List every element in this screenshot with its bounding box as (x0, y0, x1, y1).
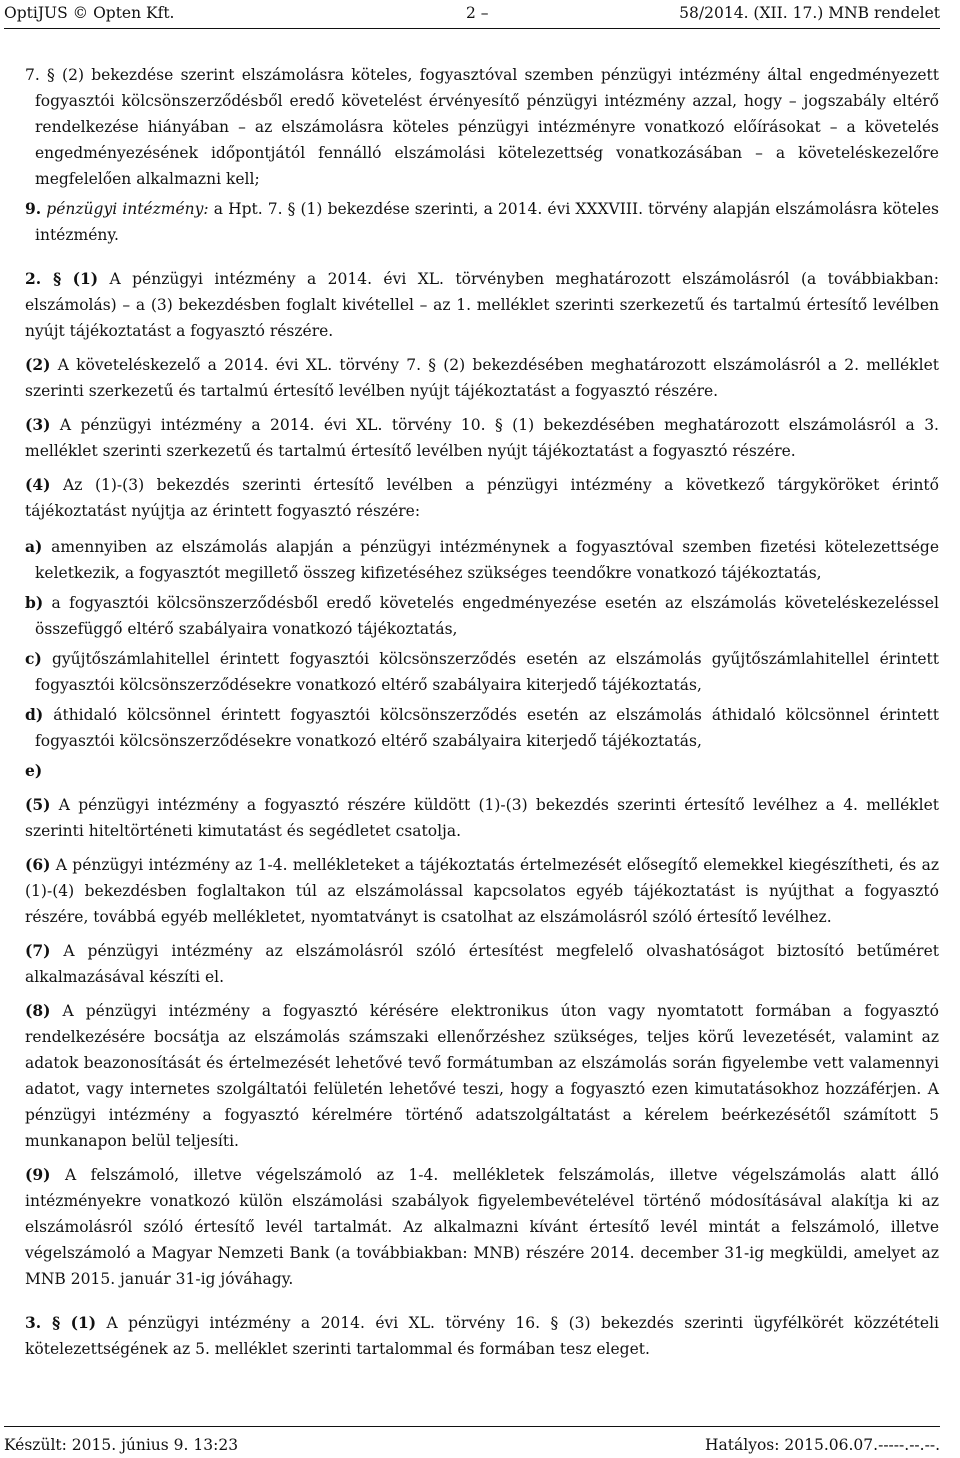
list-item-e-label: e) (25, 761, 43, 780)
list-item-a-label: a) (25, 537, 43, 556)
definition-9 (25, 196, 939, 248)
header-document-title: 58/2014. (XII. 17.) MNB rendelet (679, 4, 940, 22)
list-item-c-text: gyűjtőszámlahitellel érintett fogyasztói kölcsönszerződés esetén az elszámolás gyűjtőszámlahitellel érintett fogyasztói kölcsönszerződésekre vonatkozó eltérő szabályaira kiterjedő tájékoztatás, (35, 650, 939, 694)
para-7-number: (7) (25, 941, 51, 960)
list-item-d-text: áthidaló kölcsönnel érintett fogyasztói kölcsönszerződés esetén az elszámolás áthidaló kölcsönnel érintett fogyasztói kölcsönszerződésekre vonatkozó eltérő szabályaira kiterjedő tájékoztatás, (35, 706, 939, 750)
para-3-text: A pénzügyi intézmény a 2014. évi XL. törvény 10. § (1) bekezdésében meghatározott elszámolásról a 3. melléklet szerinti szerkezetű és tartalmú értesítő levélben nyújt tájékoztatást a fogyasztó részére. (25, 416, 939, 460)
list-item-c-label: c) (25, 649, 42, 668)
section-3-para-1-number: (1) (70, 1313, 97, 1332)
definition-9-number: 9. (25, 199, 42, 218)
definition-9-text: a Hpt. 7. § (1) bekezdése szerinti, a 2014. évi XXXVIII. törvény alapján elszámolásra köteles intézmény. (35, 200, 939, 244)
para-9-text: A felszámoló, illetve végelszámoló az 1-4. mellékletek felszámolás, illetve végelszámolás alatt álló intézményekre vonatkozó külön elszámolási szabályok figyelembevételével történő módosításával alakítja ki az elszámolásról szóló értesítő levél tartalmát. Az alkalmazni kívánt értesítő levél mintát a felszámoló, illetve végelszámoló a Magyar Nemzeti Bank (a továbbiakban: MNB) részére 2014. december 31-ig megküldi, amelyet az MNB 2015. január 31-ig jóváhagy. (25, 1166, 939, 1288)
para-2-text: A követeléskezelő a 2014. évi XL. törvény 7. § (2) bekezdésében meghatározott elszámolásról a 2. melléklet szerinti szerkezetű és tartalmú értesítő levélben nyújt tájékoztatást a fogyasztó részére. (25, 356, 939, 400)
list-item-d (25, 702, 939, 754)
para-4-number: (4) (25, 475, 51, 494)
definition-9-term: pénzügyi intézmény: (46, 200, 209, 218)
para-8-number: (8) (25, 1001, 51, 1020)
definition-7-text: 7. § (2) bekezdése szerint elszámolásra köteles, fogyasztóval szemben pénzügyi intézmény által engedményezett fogyasztói kölcsönszerződésből eredő követelést érvényesítő pénzügyi intézmény azzal, hogy – jogszabály eltérő rendelkezése hiányában – az elszámolásra köteles pénzügyi intézményre vonatkozó előírásokat – a követelés engedményezésének időpontjától fennálló elszámolási kötelezettség vonatkozásában – a követeléskezelőre megfelelően alkalmazni kell; (25, 66, 939, 188)
page-header (4, 0, 940, 26)
para-6-number: (6) (25, 855, 51, 874)
para-8-text: A pénzügyi intézmény a fogyasztó kérésére elektronikus úton vagy nyomtatott formában a fogyasztó rendelkezésére bocsátja az elszámolás számszaki ellenőrzéshez szükséges, teljes körű levezetését, valamint az adatok beazonosítását és értelmezését lehetővé tevő formátumban az elszámolás során figyelembe vett valamennyi adatot, vagy internetes szolgáltatói felületén lehetővé teszi, hogy a fogyasztó ezen kimutatásokhoz hozzáférjen. A pénzügyi intézmény a fogyasztó kérelmére történő adatszolgáltatást a kérelem beérkezésétől számított 5 munkanapon belül teljesíti. (25, 1002, 939, 1150)
para-4-text: Az (1)-(3) bekezdés szerinti értesítő levélben a pénzügyi intézmény a következő tárgyköröket érintő tájékoztatást nyújtja az érintett fogyasztó részére: (25, 476, 939, 520)
page-footer (4, 1432, 940, 1456)
section-2-para-6 (25, 852, 939, 930)
list-item-a-text: amennyiben az elszámolás alapján a pénzügyi intézménynek a fogyasztóval szemben fizetési kötelezettsége keletkezik, a fogyasztót megillető összeg kifizetéséhez szükséges teendőkre vonatkozó tájékoztatás, (35, 538, 939, 582)
para-3-number: (3) (25, 415, 51, 434)
section-2-number: 2. § (25, 269, 62, 288)
list-item-d-label: d) (25, 705, 44, 724)
para-1-number: (1) (72, 269, 99, 288)
list-item-a (25, 534, 939, 586)
para-1-text: A pénzügyi intézmény a 2014. évi XL. törvényben meghatározott elszámolásról (a továbbiakban: elszámolás) – a (3) bekezdésben foglalt kivétellel – az 1. melléklet szerinti szerkezetű és tartalmú értesítő levélben nyújt tájékoztatást a fogyasztó részére. (25, 270, 940, 340)
para-5-number: (5) (25, 795, 51, 814)
section-3-para-1 (25, 1310, 939, 1362)
section-2-para-9 (25, 1162, 939, 1292)
list-item-b-text: a fogyasztói kölcsönszerződésből eredő követelés engedményezése esetén az elszámolás követeléskezeléssel összefüggő eltérő szabályaira vonatkozó tájékoztatás, (35, 594, 939, 638)
header-page-number: 2 – (466, 4, 489, 22)
definition-7 (25, 62, 939, 192)
document-body (25, 62, 939, 1362)
section-2-para-5 (25, 792, 939, 844)
header-publisher: OptiJUS © Opten Kft. (4, 4, 175, 22)
section-2-para-7 (25, 938, 939, 990)
section-2-para-4 (25, 472, 939, 524)
para-2-number: (2) (25, 355, 51, 374)
footer-created: Készült: 2015. június 9. 13:23 (4, 1436, 239, 1454)
list-item-b (25, 590, 939, 642)
para-9-number: (9) (25, 1165, 51, 1184)
section-3-para-1-text: A pénzügyi intézmény a 2014. évi XL. törvény 16. § (3) bekezdés szerinti ügyfélkörét közzétételi kötelezettségének az 5. melléklet szerinti tartalommal és formában tesz eleget. (25, 1314, 939, 1358)
list-item-e (25, 758, 939, 784)
section-2-para-3 (25, 412, 939, 464)
para-6-text: A pénzügyi intézmény az 1-4. mellékleteket a tájékoztatás értelmezését elősegítő elemekkel kiegészítheti, és az (1)-(4) bekezdésben foglaltakon túl az elszámolással kapcsolatos egyéb tájékoztatást is nyújthat a fogyasztó részére, továbbá egyéb mellékletet, nyomtatványt is csatolhat az elszámolásról szóló értesítő levélhez. (25, 856, 939, 926)
list-item-b-label: b) (25, 593, 44, 612)
footer-divider (4, 1426, 940, 1427)
section-2-para-8 (25, 998, 939, 1154)
list-item-c (25, 646, 939, 698)
section-2-para-1 (25, 266, 939, 344)
footer-effective: Hatályos: 2015.06.07.-----.--.--. (705, 1436, 940, 1454)
section-3-number: 3. § (25, 1313, 61, 1332)
section-2-para-2 (25, 352, 939, 404)
para-7-text: A pénzügyi intézmény az elszámolásról szóló értesítést megfelelő olvashatóságot biztosító betűméret alkalmazásával készíti el. (25, 942, 939, 986)
header-divider (4, 28, 940, 29)
para-5-text: A pénzügyi intézmény a fogyasztó részére küldött (1)-(3) bekezdés szerinti értesítő levélhez a 4. melléklet szerinti hiteltörténeti kimutatást és segédletet csatolja. (25, 796, 939, 840)
